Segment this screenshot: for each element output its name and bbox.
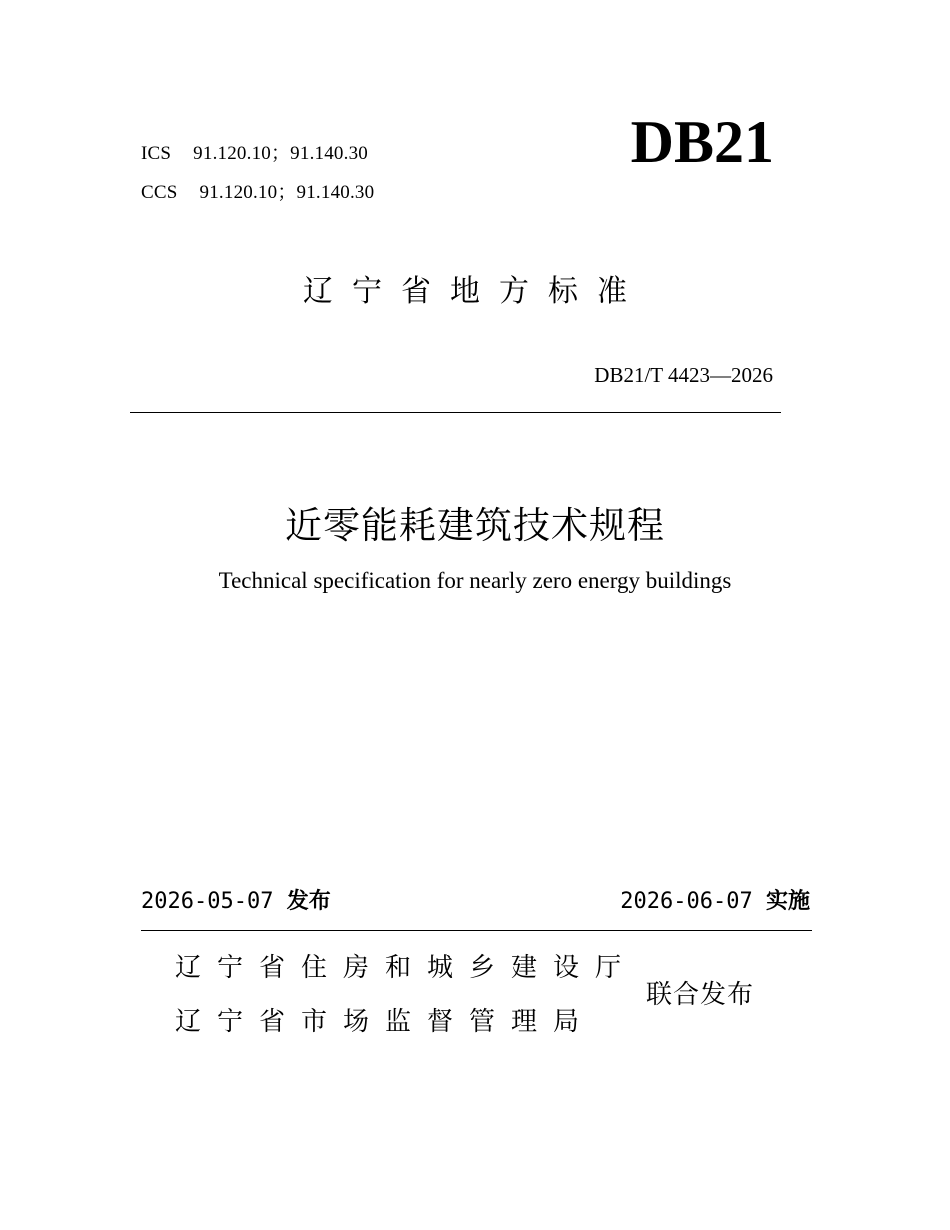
top-divider [130, 412, 781, 413]
ics-label: ICS [141, 143, 172, 164]
ccs-line [141, 177, 374, 204]
standard-number: DB21/T 4423—2026 [594, 363, 773, 387]
title-en: Technical specification for nearly zero energy buildings [218, 568, 732, 593]
ccs-codes: 91.120.10；91.140.30 [199, 182, 375, 203]
bottom-divider [141, 930, 812, 931]
standard-type: 辽宁省地方标准 [303, 274, 646, 309]
issuer-line-2: 辽宁省市场监督管理局 [175, 1007, 596, 1037]
publish-date-line [141, 884, 331, 915]
implement-word: 实施 [765, 889, 810, 914]
implement-date: 2026-06-07 [620, 889, 753, 914]
db-code: DB21 [630, 109, 774, 175]
ics-codes: 91.120.10；91.140.30 [193, 143, 368, 164]
issuer-line-1: 辽宁省住房和城乡建设厅 [175, 953, 638, 983]
publish-date: 2026-05-07 [141, 889, 274, 914]
title-cn: 近零能耗建筑技术规程 [285, 504, 665, 547]
implement-date-line [620, 884, 810, 915]
publish-word: 发布 [286, 889, 331, 914]
ics-line [141, 138, 368, 165]
joint-publish-label: 联合发布 [646, 980, 755, 1010]
ccs-label: CCS [141, 182, 178, 203]
